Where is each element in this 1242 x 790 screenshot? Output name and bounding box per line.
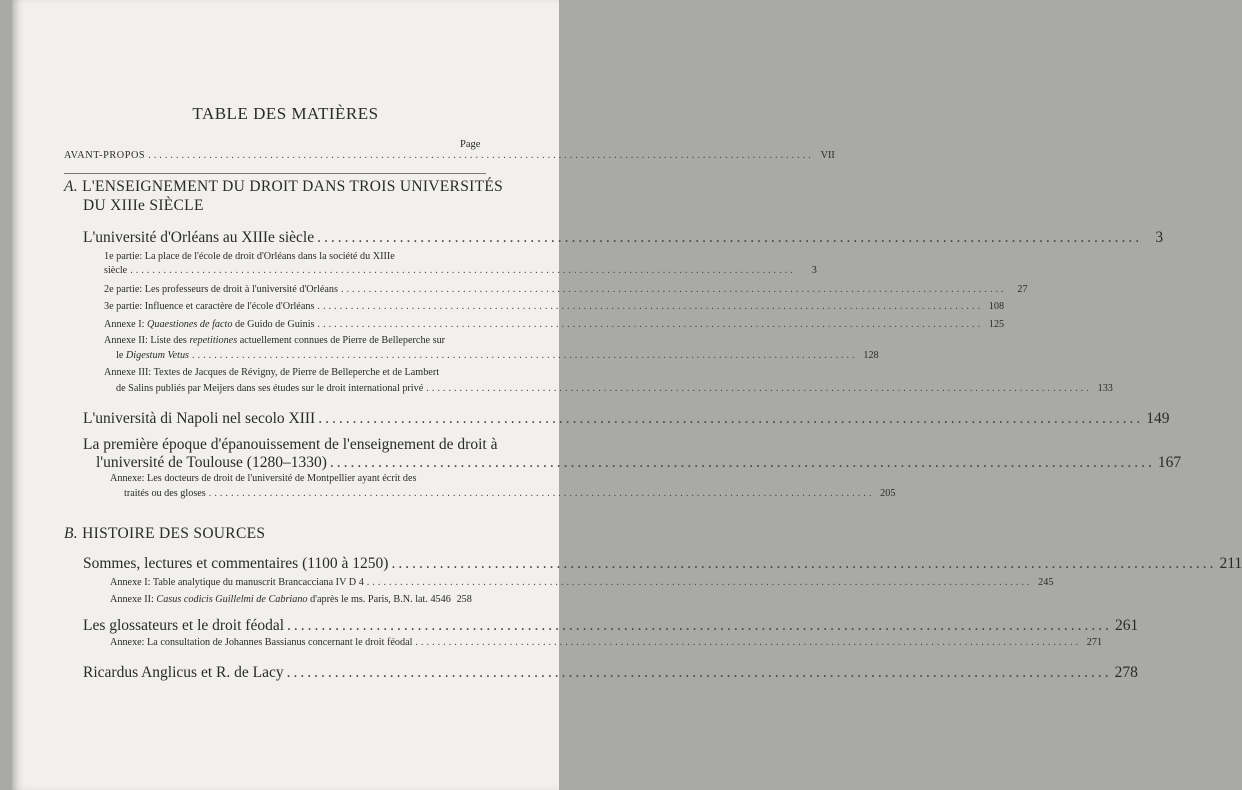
- toc-entry-orleans[interactable]: [83, 229, 1164, 247]
- toc-subentry-annexe-2-line1[interactable]: Annexe II: Liste des repetitiones actuellement connues de Pierre de Belleperche sur: [104, 335, 446, 346]
- divider: [64, 173, 486, 174]
- entry-label: siècle: [104, 265, 128, 276]
- section-a-heading: [64, 178, 503, 196]
- section-b-heading: [64, 525, 265, 543]
- page-number: 3: [811, 265, 817, 276]
- page-number: 27: [1017, 284, 1028, 295]
- toc-subentry-montpellier-line1[interactable]: Annexe: Les docteurs de droit de l'université de Montpellier ayant écrit des: [110, 473, 417, 484]
- leader-dots: ........................................................................................................................: [340, 284, 1007, 295]
- page-number: 278: [1114, 664, 1138, 681]
- toc-subentry-brancacciana[interactable]: [110, 577, 1054, 588]
- leader-dots: ........................................................................................................................: [329, 454, 1155, 471]
- leader-dots: ........................................................................................................................: [148, 150, 814, 161]
- page-number: 261: [1115, 617, 1139, 634]
- toc-entry-glossateurs[interactable]: [83, 617, 1139, 635]
- page-column-header: Page: [460, 139, 481, 150]
- entry-label: Sommes, lectures et commentaires (1100 à 1250): [83, 555, 389, 572]
- toc-subentry-annexe-3-line1[interactable]: Annexe III: Textes de Jacques de Révigny, de Pierre de Belleperche et de Lambert: [104, 367, 440, 378]
- toc-subentry-bassianus[interactable]: [110, 637, 1103, 648]
- page-title: TABLE DES MATIÈRES: [192, 104, 379, 123]
- leader-dots: ........................................................................................................................: [391, 555, 1217, 572]
- page-number: VII: [820, 150, 835, 161]
- section-title: HISTOIRE DES SOURCES: [82, 525, 266, 542]
- section-letter: B.: [64, 525, 78, 542]
- entry-label: le Digestum Vetus: [116, 350, 190, 361]
- page-number: 3: [1155, 229, 1164, 246]
- page-number: 149: [1146, 410, 1170, 427]
- leader-dots: ........................................................................................................................: [366, 577, 1033, 588]
- toc-subentry-annexe-2[interactable]: [116, 350, 879, 361]
- toc-entry-ricardus[interactable]: [83, 664, 1138, 682]
- entry-label: L'université d'Orléans au XIIIe siècle: [83, 229, 315, 246]
- page-number: 271: [1086, 637, 1103, 648]
- page-number: 258: [456, 594, 472, 605]
- entry-label: 3e partie: Influence et caractère de l'école d'Orléans: [104, 301, 315, 312]
- page-number: 211: [1219, 555, 1242, 572]
- toc-subentry-montpellier[interactable]: [124, 488, 896, 499]
- entry-label: Annexe I: Quaestiones de facto de Guido de Guinis: [104, 319, 315, 330]
- leader-dots: ........................................................................................................................: [287, 617, 1113, 634]
- page-number: 167: [1157, 454, 1182, 471]
- page-number: 108: [988, 301, 1005, 312]
- page-number: 128: [863, 350, 879, 361]
- leader-dots: ........................................................................................................................: [317, 229, 1143, 246]
- page-number: 205: [880, 488, 896, 499]
- book-page: [12, 0, 1242, 790]
- leader-dots: ........................................................................................................................: [426, 383, 1092, 394]
- toc-subentry-part1-line1[interactable]: 1e partie: La place de l'école de droit d'Orléans dans la société du XIIIe: [104, 251, 395, 262]
- entry-label: Annexe II: Casus codicis Guillelmi de Cabriano d'après le ms. Paris, B.N. lat. 4546: [110, 594, 451, 605]
- entry-label: 2e partie: Les professeurs de droit à l'université d'Orléans: [104, 284, 338, 295]
- toc-subentry-annexe-3[interactable]: [116, 383, 1113, 394]
- leader-dots: ........................................................................................................................: [415, 637, 1082, 648]
- toc-entry-napoli[interactable]: [83, 410, 1170, 428]
- toc-subentry-annexe-1[interactable]: [104, 319, 1005, 330]
- leader-dots: ........................................................................................................................: [317, 301, 984, 312]
- leader-dots: ........................................................................................................................: [318, 410, 1144, 427]
- leader-dots: ........................................................................................................................: [317, 319, 984, 330]
- toc-entry-toulouse[interactable]: [96, 454, 1182, 472]
- entry-label: Annexe: La consultation de Johannes Bassianus concernant le droit féodal: [110, 637, 413, 648]
- entry-label: de Salins publiés par Meijers dans ses études sur le droit international privé: [116, 383, 424, 394]
- section-letter: A.: [64, 178, 78, 195]
- entry-label: AVANT-PROPOS: [64, 150, 146, 161]
- entry-label: l'université de Toulouse (1280–1330): [96, 454, 327, 471]
- section-title-line1: L'ENSEIGNEMENT DU DROIT DANS TROIS UNIVERSITÉS: [82, 178, 504, 195]
- leader-dots: ........................................................................................................................: [208, 488, 875, 499]
- section-a-heading-line2: DU XIIIe SIÈCLE: [83, 197, 204, 214]
- toc-subentry-part1[interactable]: [104, 265, 817, 276]
- entry-label: Ricardus Anglicus et R. de Lacy: [83, 664, 284, 681]
- entry-label: Les glossateurs et le droit féodal: [83, 617, 285, 634]
- leader-dots: ........................................................................................................................: [130, 265, 796, 276]
- toc-entry-avant-propos[interactable]: [64, 150, 835, 161]
- leader-dots: ........................................................................................................................: [286, 664, 1112, 681]
- page-number: 133: [1097, 383, 1113, 394]
- entry-label: traités ou des gloses: [124, 488, 206, 499]
- page-number: 245: [1038, 577, 1054, 588]
- entry-label: L'università di Napoli nel secolo XIII: [83, 410, 316, 427]
- entry-label: Annexe I: Table analytique du manuscrit Brancacciana IV D 4: [110, 577, 364, 588]
- leader-dots: ........................................................................................................................: [192, 350, 858, 361]
- toc-entry-toulouse-line1[interactable]: La première époque d'épanouissement de l'enseignement de droit à: [83, 436, 498, 453]
- toc-subentry-part2[interactable]: [104, 284, 1028, 295]
- toc-subentry-casus-codicis[interactable]: [110, 594, 480, 605]
- page-number: 125: [988, 319, 1005, 330]
- toc-entry-sommes[interactable]: [83, 555, 1242, 573]
- toc-subentry-part3[interactable]: [104, 301, 1005, 312]
